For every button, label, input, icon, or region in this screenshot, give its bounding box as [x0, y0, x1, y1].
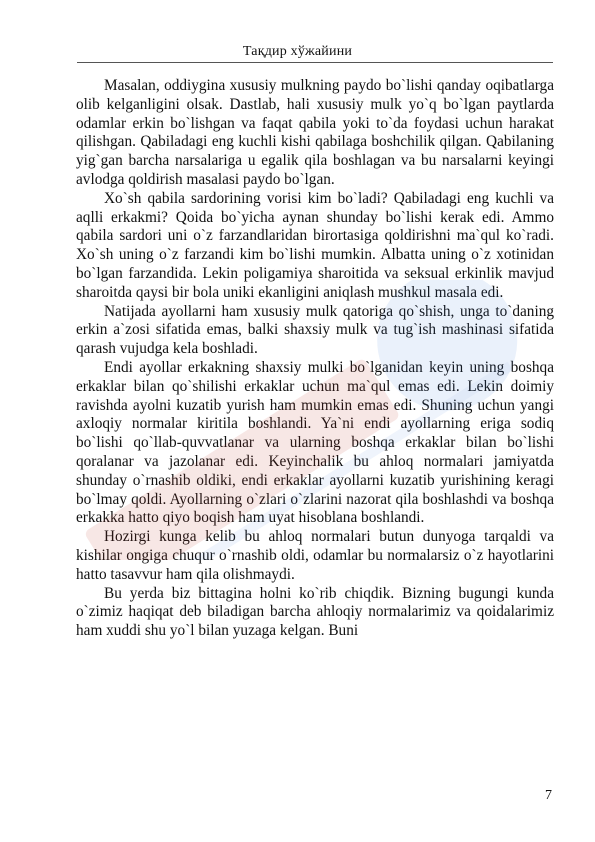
paragraph: Xo`sh qabila sardorining vorisi kim bo`ladi? Qabiladagi eng kuchli va aqlli erkakmi? Qoida bo`yicha aynan shunday bo`lishi kerak edi. Ammo qabila sardori uni o`z farzandlaridan birortasiga qoldirishni ma`qul ko`radi. Xo`sh uning o`z farzandi kim bo`lishi mumkin. Albatta uning o`z xotinidan bo`lgan farzandida. Lekin poligamiya sharoitida va seksual erkinlik mavjud sharoitda qaysi bir bola uniki ekanligini aniqlash mushkul masala edi. [76, 189, 554, 301]
paragraph: Hozirgi kunga kelib bu ahloq normalari butun dunyoga tarqaldi va kishilar ongiga chuqur o`rnashib oldi, odamlar bu normalarsiz o`z hayotlarini hatto tasavvur ham qila olishmaydi. [76, 528, 554, 583]
page-number: 7 [545, 788, 552, 803]
paragraph: Natijada ayollarni ham xususiy mulk qatoriga qo`shish, unga to`daning erkin a`zosi sifatida emas, balki shaxsiy mulk va tug`ish mashinasi sifatida qarash vujudga kela boshladi. [76, 302, 554, 358]
header-rule [77, 62, 553, 63]
paragraph: Masalan, oddiygina xususiy mulkning paydo bo`lishi qanday oqibatlarga olib kelganligini olsak. Dastlab, hali xususiy mulk yo`q bo`lgan paytlarda odamlar erkin bo`lishgan va faqat qabila yoki to`da foydasi uchun harakat qilishgan. Qabiladagi eng kuchli kishi qabilaga boshchilik qilgan. Qabilaning yig`gan barcha narsalariga u egalik qila boshlagan va bu narsalarni keyingi avlodga qoldirish masalasi paydo bo`lgan. [76, 77, 554, 188]
running-header: Тақдир хўжайини [242, 44, 353, 59]
paragraph: Endi ayollar erkakning shaxsiy mulki bo`lganidan keyin uning boshqa erkaklar bilan qo`shilishi erkaklar uchun ma`qul emas edi. Lekin doimiy ravishda ayolni kuzatib yurish ham mumkin emas edi. Shuning uchun yangi axloqiy normalar kiritila boshlandi. Ya`ni endi ayollarning eriga sodiq bo`lishi qo`llab-quvvatlanar va ularning boshqa erkaklar bilan bo`lishi qoralanar va jazolanar edi. Keyinchalik bu ahloq normalari jamiyatda shunday o`rnashib oldiki, endi erkaklar ayollarni kuzatib yurishining keragi bo`lmay qoldi. Ayollarning o`zlari o`zlarini nazorat qila boshlashdi va boshqa erkakka hatto qiyo boqish ham uyat hisoblana boshlandi. [76, 358, 554, 527]
paragraph: Bu yerda biz bittagina holni ko`rib chiqdik. Bizning bugungi kunda o`zimiz haqiqat deb biladigan barcha ahloqiy normalarimiz va qoidalarimiz ham xuddi shu yo`l bilan yuzaga kelgan. Buni [76, 584, 554, 640]
page-body [76, 77, 554, 641]
